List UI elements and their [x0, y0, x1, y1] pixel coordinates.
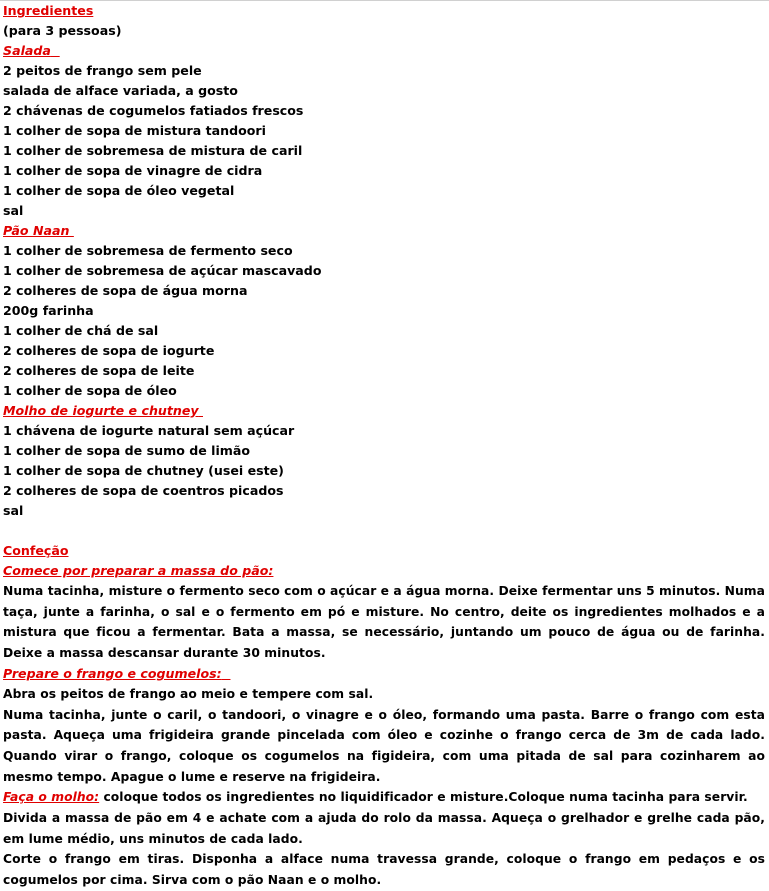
- ingredient-item: sal: [3, 503, 24, 518]
- ingredient-item: 1 colher de sopa de óleo vegetal: [3, 183, 235, 198]
- ingredient-item: 2 colheres de sopa de leite: [3, 363, 195, 378]
- bread-step-text: Divida a massa de pão em 4 e achate com a ajuda do rolo da massa. Aqueça o grelhador e grelhe cada pão, em lume médio, uns minutos de cada lado.: [3, 811, 765, 846]
- chicken-step-text-2: Numa tacinha, junte o caril, o tandoori, o vinagre e o óleo, formando uma pasta. Barre o frango com esta pasta. Aqueça uma frigideira grande pincelada com óleo e cozinhe o frango cerca de 3m de cada lado. Quando virar o frango, coloque os cogumelos na figideira, com uma pitada de sal para cozinharem ao mesmo tempo. Apague o lume e reserve na frigideira.: [3, 707, 765, 784]
- ingredient-item: 2 peitos de frango sem pele: [3, 63, 202, 78]
- ingredient-item: 1 colher de sopa de chutney (usei este): [3, 463, 284, 478]
- naan-heading: Pão Naan: [3, 223, 70, 238]
- ingredient-item: 1 colher de chá de sal: [3, 323, 159, 338]
- sauce-step-text: coloque todos os ingredientes no liquidificador e misture.Coloque numa tacinha para servir.: [99, 790, 748, 805]
- ingredients-heading: Ingredientes: [3, 3, 94, 18]
- ingredient-item: 1 colher de sopa de mistura tandoori: [3, 123, 266, 138]
- ingredient-item: 1 colher de sopa de vinagre de cidra: [3, 163, 263, 178]
- ingredient-item: 1 colher de sobremesa de mistura de caril: [3, 143, 303, 158]
- ingredient-item: 1 colher de sopa de sumo de limão: [3, 443, 251, 458]
- ingredient-item: 2 colheres de sopa de coentros picados: [3, 483, 284, 498]
- ingredient-item: 1 colher de sobremesa de açúcar mascavado: [3, 263, 322, 278]
- ingredient-item: 1 colher de sopa de óleo: [3, 383, 177, 398]
- dough-step-heading: Comece por preparar a massa do pão:: [3, 563, 274, 578]
- serve-step-text: Corte o frango em tiras. Disponha a alface numa travessa grande, coloque o frango em pedaços e os cogumelos por cima. Sirva com o pão Naan e o molho.: [3, 852, 765, 888]
- ingredient-item: 200g farinha: [3, 303, 94, 318]
- ingredient-item: sal: [3, 203, 24, 218]
- ingredient-item: 1 colher de sobremesa de fermento seco: [3, 243, 293, 258]
- ingredient-item: 2 colheres de sopa de água morna: [3, 283, 248, 298]
- sauce-ingredient-list: [3, 421, 765, 521]
- chicken-step-heading: Prepare o frango e cogumelos:: [3, 665, 222, 681]
- ingredient-item: salada de alface variada, a gosto: [3, 83, 238, 98]
- sauce-heading: Molho de iogurte e chutney: [3, 403, 199, 418]
- spacer: [3, 521, 765, 541]
- preparation-heading: Confeção: [3, 543, 69, 558]
- dough-step-text: Numa tacinha, misture o fermento seco com o açúcar e a água morna. Deixe fermentar uns 5 minutos. Numa taça, junte a farinha, o sal e o fermento em pó e misture. No centro, deite os ingredientes molhados e a mistura que ficou a fermentar. Bata a massa, se necessário, juntando um pouco de água ou de farinha. Deixe a massa descansar durante 30 minutos.: [3, 584, 765, 661]
- sauce-step-heading: Faça o molho:: [3, 790, 100, 805]
- ingredient-item: 1 chávena de iogurte natural sem açúcar: [3, 423, 295, 438]
- sauce-step: [3, 787, 765, 808]
- chicken-step-text-1: Abra os peitos de frango ao meio e tempere com sal.: [3, 686, 374, 701]
- recipe-document: [0, 1, 769, 891]
- servings-text: (para 3 pessoas): [3, 23, 122, 38]
- naan-ingredient-list: [3, 241, 765, 401]
- ingredient-item: 2 chávenas de cogumelos fatiados frescos: [3, 103, 304, 118]
- salad-ingredient-list: [3, 61, 765, 221]
- ingredient-item: 2 colheres de sopa de iogurte: [3, 343, 215, 358]
- salad-heading: Salada: [3, 43, 51, 58]
